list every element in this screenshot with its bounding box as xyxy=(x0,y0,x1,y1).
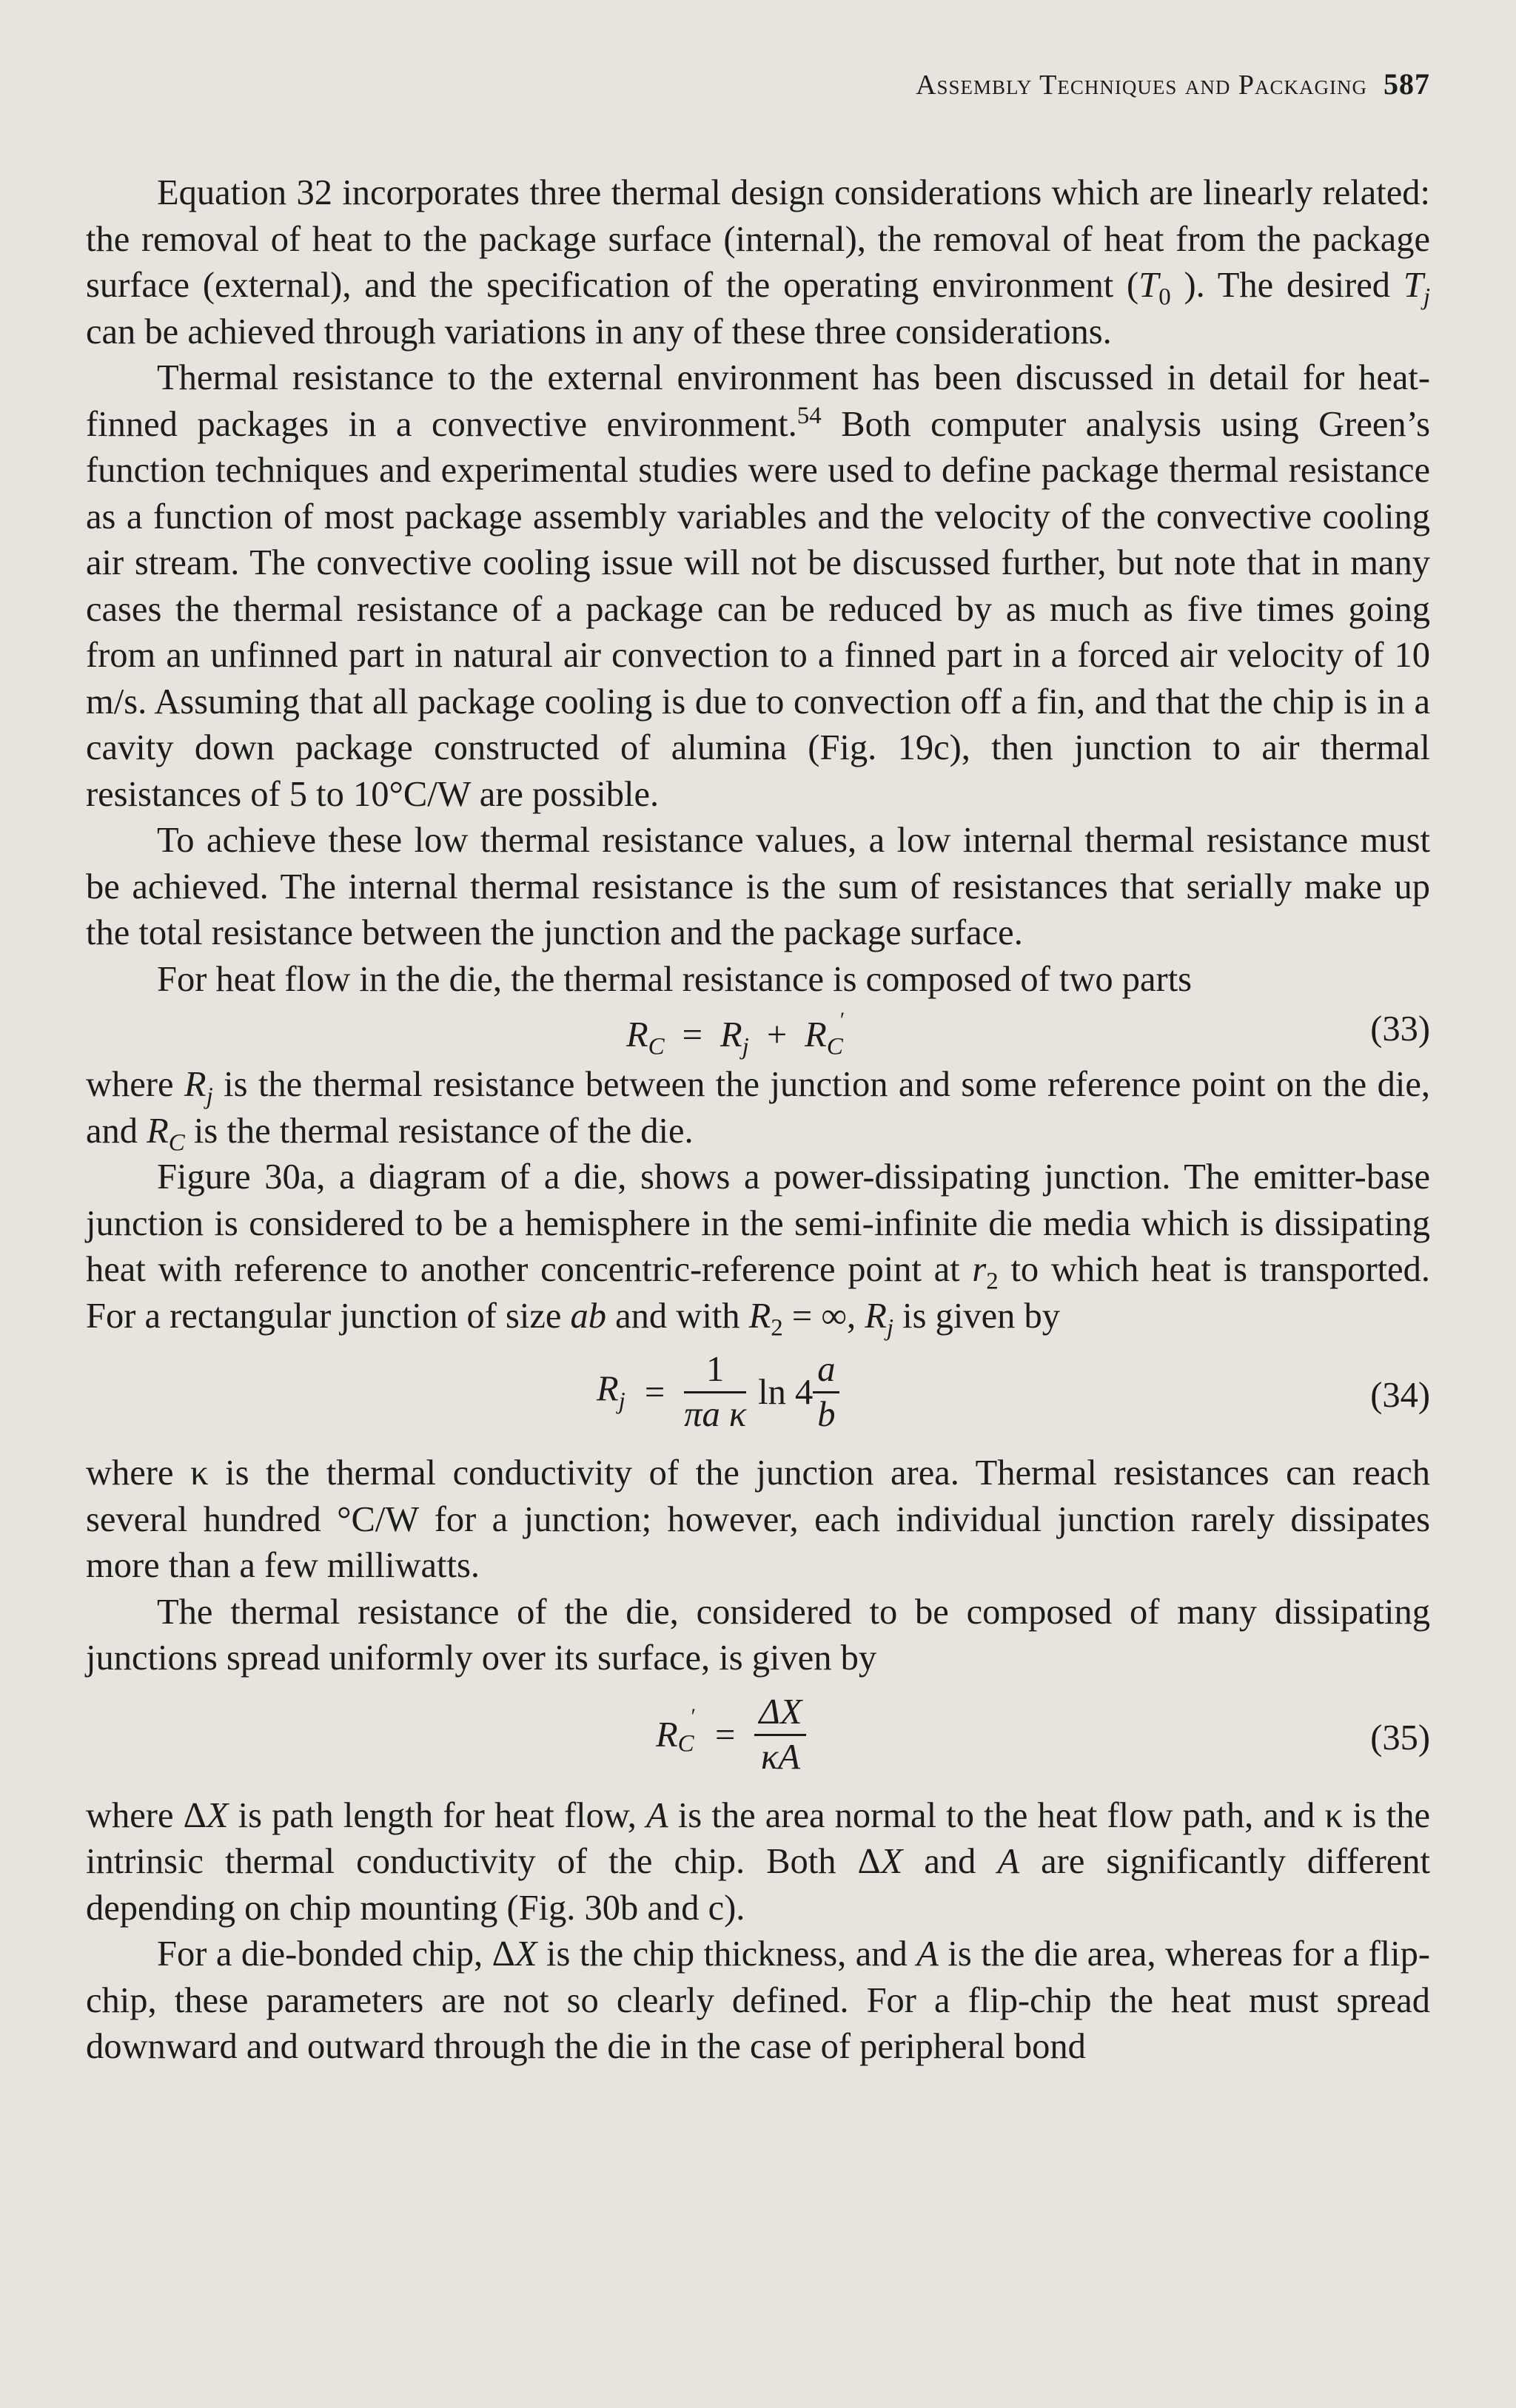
paragraph-5 xyxy=(86,1062,1430,1157)
equation-33-number: (33) xyxy=(1370,1009,1430,1049)
symbol-tj-subscript: j xyxy=(1423,283,1430,311)
paragraph-10 xyxy=(86,1931,1430,2071)
paragraph-8: The thermal resistance of the die, considered to be composed of many dissipating junctions spread uniformly over its surface, is given by xyxy=(86,1592,1430,1678)
symbol-r2-subscript: 2 xyxy=(986,1268,999,1295)
equation-34 xyxy=(86,1339,1430,1450)
symbol-x-2: X xyxy=(880,1842,903,1881)
eq34-lhs-subscript: j xyxy=(618,1388,625,1415)
paragraph-9-text-d: and xyxy=(902,1842,998,1881)
paragraph-2-text-a: Thermal resistance to the external environment has been discussed in detail for heat-finned packages in a convective environment. xyxy=(86,358,1430,444)
eq34-fraction xyxy=(684,1348,746,1436)
equation-34-expression xyxy=(597,1348,839,1436)
paragraph-4: For heat flow in the die, the thermal resistance is composed of two parts xyxy=(157,959,1193,999)
symbol-a-2: A xyxy=(997,1842,1020,1881)
symbol-t0: T xyxy=(1138,266,1159,305)
paragraph-5-text-c: is the thermal resistance of the die. xyxy=(184,1111,694,1151)
paragraph-1-text-a: Equation 32 incorporates three thermal design considerations which are linearly related: the removal of heat to the package surface (internal), the removal of heat from the package surface (external), and the specification of the operating environment ( xyxy=(86,173,1430,305)
symbol-rc-subscript: C xyxy=(168,1129,185,1157)
eq34-denominator: πa κ xyxy=(684,1395,747,1434)
running-title: Assembly Techniques and Packaging xyxy=(916,70,1367,101)
symbol-a: A xyxy=(646,1795,668,1835)
eq33-term2: R xyxy=(805,1015,827,1055)
paragraph-6-text-b: to which heat is transported. For a rectangular junction of size xyxy=(86,1250,1430,1336)
paragraph-9 xyxy=(86,1793,1430,1932)
eq33-lhs-subscript: C xyxy=(648,1033,665,1060)
page xyxy=(86,67,1430,2071)
eq35-equals: = xyxy=(715,1715,736,1755)
symbol-x: X xyxy=(206,1795,229,1835)
paragraph-3: To achieve these low thermal resistance values, a low internal thermal resistance must be achieved. The internal thermal resistance is the sum of resistances that serially make up the total resistance between the junction and the package surface. xyxy=(86,821,1430,952)
eq35-lhs: R xyxy=(656,1715,678,1755)
paragraph-9-text-c: is the area normal to the heat flow path, and κ is the intrinsic thermal conductivity of the chip. Both Δ xyxy=(86,1795,1430,1881)
symbol-a-3: A xyxy=(916,1934,939,1974)
symbol-ab: ab xyxy=(570,1296,607,1336)
paragraph-6-text-a: Figure 30a, a diagram of a die, shows a power-dissipating junction. The emitter-base junction is considered to be a hemisphere in the semi-infinite die media which is dissipating heat with reference to another concentric-reference point at xyxy=(86,1157,1430,1289)
eq34-equals: = xyxy=(644,1373,665,1412)
equation-34-number: (34) xyxy=(1370,1376,1430,1415)
paragraph-6 xyxy=(86,1154,1430,1342)
paragraph-9-text-e: are significantly different depending on chip mounting (Fig. 30b and c). xyxy=(86,1842,1430,1928)
equation-35-number: (35) xyxy=(1370,1718,1430,1758)
eq34-ab-numerator: a xyxy=(813,1348,839,1393)
paragraph-7: where κ is the thermal conductivity of the junction area. Thermal resistances can reach several hundred °C/W for a junction; however, each individual junction rarely dissipates more than a few milliwatts. xyxy=(86,1453,1430,1585)
paragraph-6-text-d: = ∞, xyxy=(782,1296,865,1336)
equation-35-expression xyxy=(656,1691,806,1779)
symbol-rj: R xyxy=(184,1065,207,1104)
equation-35 xyxy=(86,1682,1430,1793)
page-number: 587 xyxy=(1383,67,1430,101)
eq33-prime: ′ xyxy=(839,1009,845,1032)
paragraph-1-text-b: ). The desired xyxy=(1170,266,1403,305)
symbol-tj: T xyxy=(1403,266,1423,305)
running-header xyxy=(86,67,1430,111)
eq33-lhs: R xyxy=(626,1015,648,1055)
eq33-equals: = xyxy=(682,1015,702,1055)
paragraph-1-text-c: can be achieved through variations in any of these three considerations. xyxy=(86,312,1112,352)
eq34-fraction-ab xyxy=(813,1348,839,1436)
equation-33 xyxy=(86,1003,1430,1062)
paragraph-5-text-b: is the thermal resistance between the junction and some reference point on the die, and xyxy=(86,1065,1430,1151)
paragraph-9-text-a: where Δ xyxy=(86,1795,207,1835)
paragraph-2 xyxy=(86,355,1430,818)
symbol-x-3: X xyxy=(514,1934,537,1974)
eq35-denominator: κA xyxy=(760,1737,800,1777)
paragraph-10-text-b: is the chip thickness, and xyxy=(537,1934,917,1974)
eq35-numerator: ΔX xyxy=(754,1691,806,1736)
eq35-fraction xyxy=(754,1691,806,1779)
eq33-plus: + xyxy=(766,1015,788,1055)
eq33-term1-subscript: j xyxy=(742,1033,749,1060)
paragraph-6-text-e: is given by xyxy=(893,1296,1061,1336)
symbol-r2-cap: R xyxy=(748,1296,771,1336)
eq33-term2-subscript: C xyxy=(826,1033,843,1060)
eq34-lhs: R xyxy=(597,1369,619,1409)
symbol-rj-2-subscript: j xyxy=(886,1314,894,1342)
equation-33-expression xyxy=(626,1009,845,1060)
eq35-lhs-subscript: C xyxy=(677,1729,694,1757)
symbol-r2: r xyxy=(972,1250,987,1289)
symbol-rj-2: R xyxy=(865,1296,887,1336)
paragraph-1 xyxy=(86,170,1430,355)
paragraph-2-text-b: Both computer analysis using Green’s function techniques and experimental studies were used to define package thermal resistance as a function of most package assembly variables and the velocity of the convective cooling air stream. The convective cooling issue will not be discussed further, but note that in many cases the thermal resistance of a package can be reduced by as much as five times going from an unfinned part in natural air convection to a finned part in a forced air velocity of 10 m/s. Assuming that all package cooling is due to convection off a fin, and that the chip is in a cavity down package constructed of alumina (Fig. 19c), then junction to air thermal resistances of 5 to 10°C/W are possible. xyxy=(86,404,1430,814)
symbol-rc: R xyxy=(147,1111,169,1151)
symbol-r2-cap-subscript: 2 xyxy=(771,1314,783,1342)
symbol-t0-subscript: 0 xyxy=(1158,283,1171,311)
symbol-rj-subscript: j xyxy=(206,1083,213,1110)
paragraph-6-text-c: and with xyxy=(606,1296,749,1336)
eq35-prime: ′ xyxy=(691,1705,697,1729)
paragraph-10-text-a: For a die-bonded chip, Δ xyxy=(157,1934,515,1974)
eq33-term1: R xyxy=(720,1015,742,1055)
eq34-ab-denominator: b xyxy=(817,1395,836,1434)
paragraph-9-text-b: is path length for heat flow, xyxy=(228,1795,646,1835)
paragraph-10-text-c: is the die area, whereas for a flip-chip, these parameters are not so clearly defined. For a flip-chip the heat must spread downward and outward through the die in the case of peripheral bond xyxy=(86,1934,1430,2066)
paragraph-5-text-a: where xyxy=(86,1065,184,1104)
eq34-numerator: 1 xyxy=(684,1348,746,1393)
reference-superscript: 54 xyxy=(796,402,822,429)
eq34-ln-four: ln 4 xyxy=(758,1373,814,1412)
